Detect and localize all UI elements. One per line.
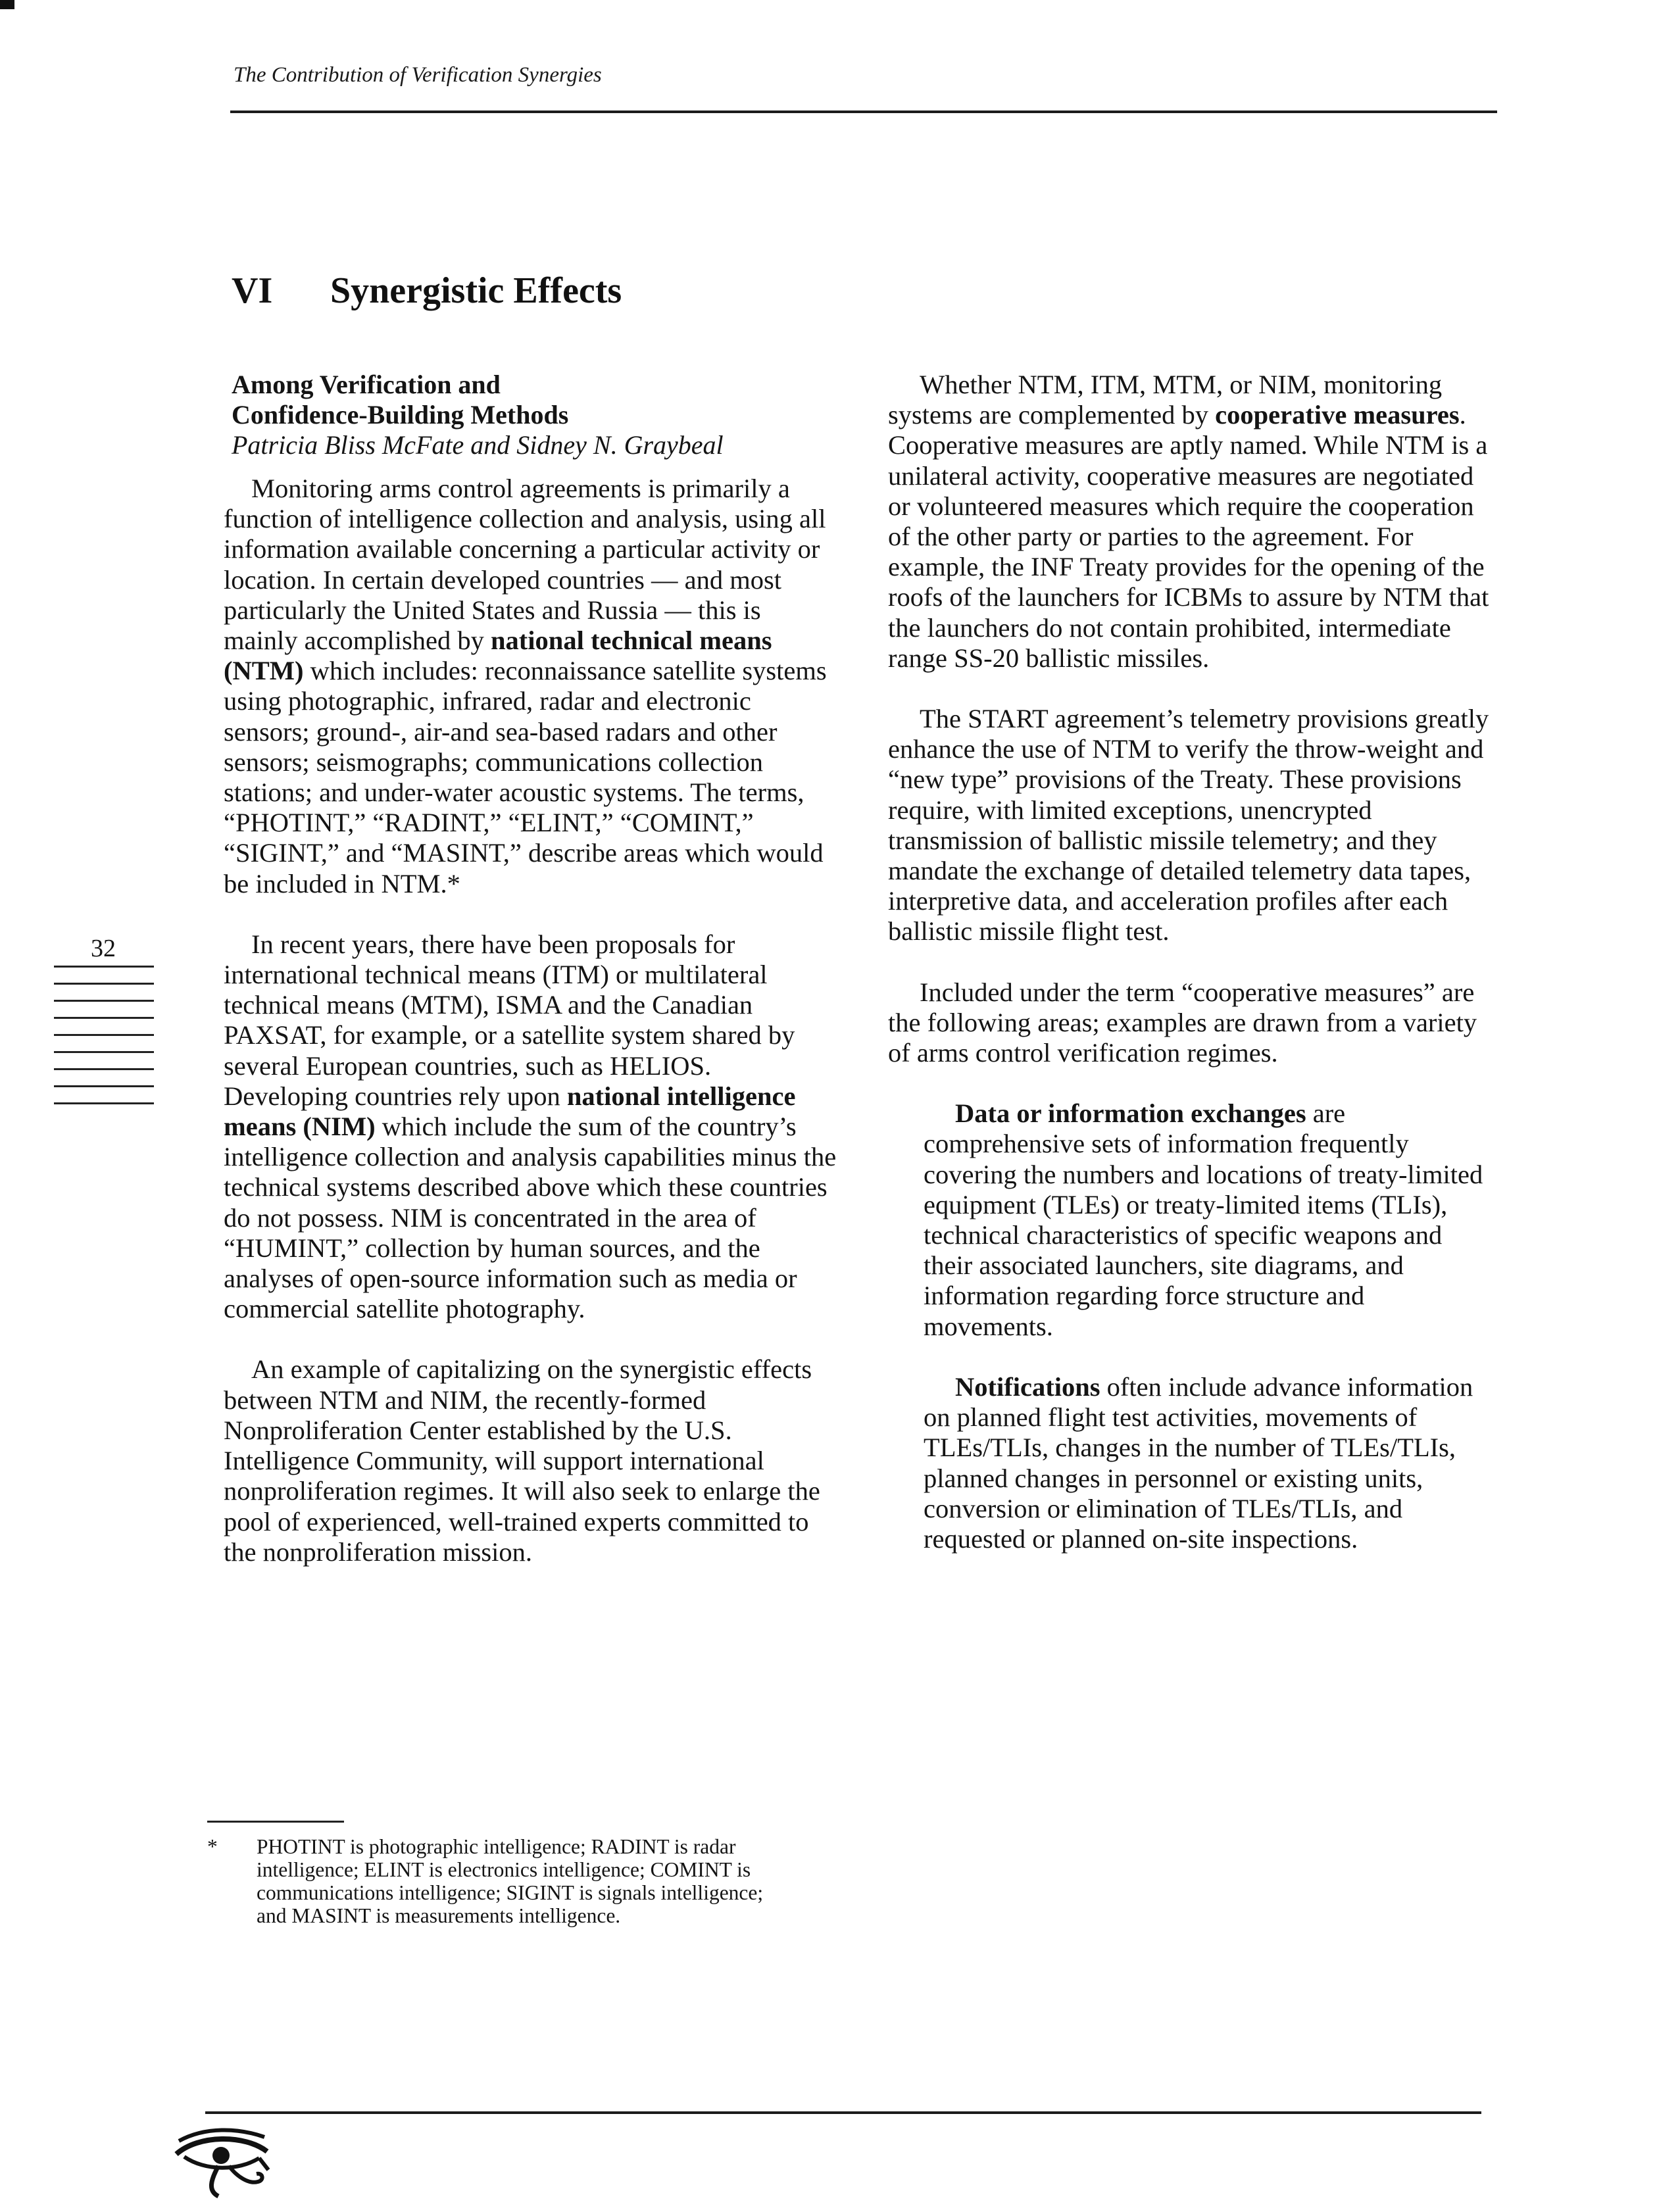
right-paragraph-3: Included under the term “cooperative measures” are the following areas; examples are drawn from a variety of arms control verification regimes. xyxy=(888,977,1477,1068)
footnote xyxy=(207,1835,786,1927)
section-title-line-1: Among Verification and xyxy=(232,370,501,399)
chapter-number: VI xyxy=(232,270,273,311)
left-paragraph-1 xyxy=(224,474,839,899)
footnote-rule xyxy=(207,1821,344,1823)
right-paragraph-1 xyxy=(888,370,1496,674)
running-header: The Contribution of Verification Synergies xyxy=(234,63,602,87)
eye-of-horus-icon xyxy=(172,2128,271,2200)
section-title-line-2: Confidence-Building Methods xyxy=(232,400,569,430)
header-rule xyxy=(230,111,1497,113)
paragraph-text: which includes: reconnaissance satellite systems using photographic, infrared, radar and electronic sensors; ground-, air-and sea-based radars and other sensors; seismographs; communications collection stations; and under-water acoustic systems. The terms, “PHOTINT,” “RADINT,” “ELINT,” “COMINT,” “SIGINT,” and “MASINT,” describe areas which would be included in NTM.* xyxy=(224,656,827,898)
chapter-title: Synergistic Effects xyxy=(330,270,622,311)
margin-decorative-rules xyxy=(54,966,154,1119)
definition-notifications xyxy=(924,1372,1496,1554)
term-data-exchanges: Data or information exchanges xyxy=(955,1098,1306,1129)
paragraph-text: In recent years, there have been proposals for international technical means (ITM) or multilateral technical means (MTM), ISMA and the Canadian PAXSAT, for example, or a satellite system shared by several European countries, such as HELIOS. Developing countries rely upon xyxy=(224,929,795,1111)
term-ntm: national technical means (NTM) xyxy=(224,626,772,686)
paragraph-text: Whether NTM, ITM, MTM, or NIM, monitoring systems are complemented by xyxy=(888,370,1443,430)
paragraph-text: . Cooperative measures are aptly named. While NTM is a unilateral activity, cooperative measures are negotiated or volunteered measures which require the cooperation of the other party or parties to the agreement. For example, the INF Treaty provides for the opening of the roofs of the launchers for ICBMs to assure by NTM that the launchers do not contain prohibited, intermediate range SS-20 ballistic missiles. xyxy=(888,400,1489,673)
left-paragraph-3: An example of capitalizing on the synergistic effects between NTM and NIM, the recently-formed Nonproliferation Center established by the U.S. Intelligence Community, will support international nonproliferation regimes. It will also seek to enlarge the pool of experienced, well-trained experts committed to the nonproliferation mission. xyxy=(224,1354,820,1567)
scan-edge-mark xyxy=(0,0,14,9)
footnote-text: PHOTINT is photographic intelligence; RADINT is radar intelligence; ELINT is electronics intelligence; COMINT is communications intelligence; SIGINT is signals intelligence; and MASINT is measurements intelligence. xyxy=(257,1835,764,1927)
paragraph-text: are comprehensive sets of information frequently covering the numbers and locations of treaty-limited equipment (TLEs) or treaty-limited items (TLIs), technical characteristics of specific weapons and their associated launchers, site diagrams, and information regarding force structure and movements. xyxy=(924,1098,1483,1341)
page-number: 32 xyxy=(91,935,116,962)
paragraph-text: often include advance information on planned flight test activities, movements of TLEs/TLIs, changes in the number of TLEs/TLIs, planned changes in personnel or existing units, conversion or elimination of TLEs/TLIs, and requested or planned on-site inspections. xyxy=(924,1371,1473,1554)
paragraph-text: Monitoring arms control agreements is primarily a function of intelligence collection and analysis, using all information available concerning a particular activity or location. In certain developed countries — and most particularly the United States and Russia — this is mainly accomplished by xyxy=(224,474,826,656)
left-column xyxy=(224,370,839,1598)
right-column xyxy=(888,370,1496,1585)
section-authors: Patricia Bliss McFate and Sidney N. Graybeal xyxy=(232,430,724,460)
term-notifications: Notifications xyxy=(955,1371,1100,1402)
definition-data-exchanges xyxy=(924,1098,1496,1342)
right-paragraph-2: The START agreement’s telemetry provisions greatly enhance the use of NTM to verify the throw-weight and “new type” provisions of the Treaty. These provisions require, with limited exceptions, unencrypted transmission of ballistic missile telemetry; and they mandate the exchange of detailed telemetry data tapes, interpretive data, and acceleration profiles after each ballistic missile flight test. xyxy=(888,704,1489,946)
paragraph-text: which include the sum of the country’s intelligence collection and analysis capabilities minus the technical systems described above which these countries do not possess. NIM is concentrated in the area of “HUMINT,” collection by human sources, and the analyses of open-source information such as media or commercial satellite photography. xyxy=(224,1112,837,1324)
footer-rule xyxy=(205,2111,1481,2114)
chapter-heading xyxy=(232,270,622,312)
section-title xyxy=(232,370,839,430)
term-cooperative-measures: cooperative measures xyxy=(1215,400,1460,430)
term-nim: national intelligence means (NIM) xyxy=(224,1081,796,1142)
footnote-marker: * xyxy=(207,1835,218,1858)
left-paragraph-2 xyxy=(224,929,839,1325)
